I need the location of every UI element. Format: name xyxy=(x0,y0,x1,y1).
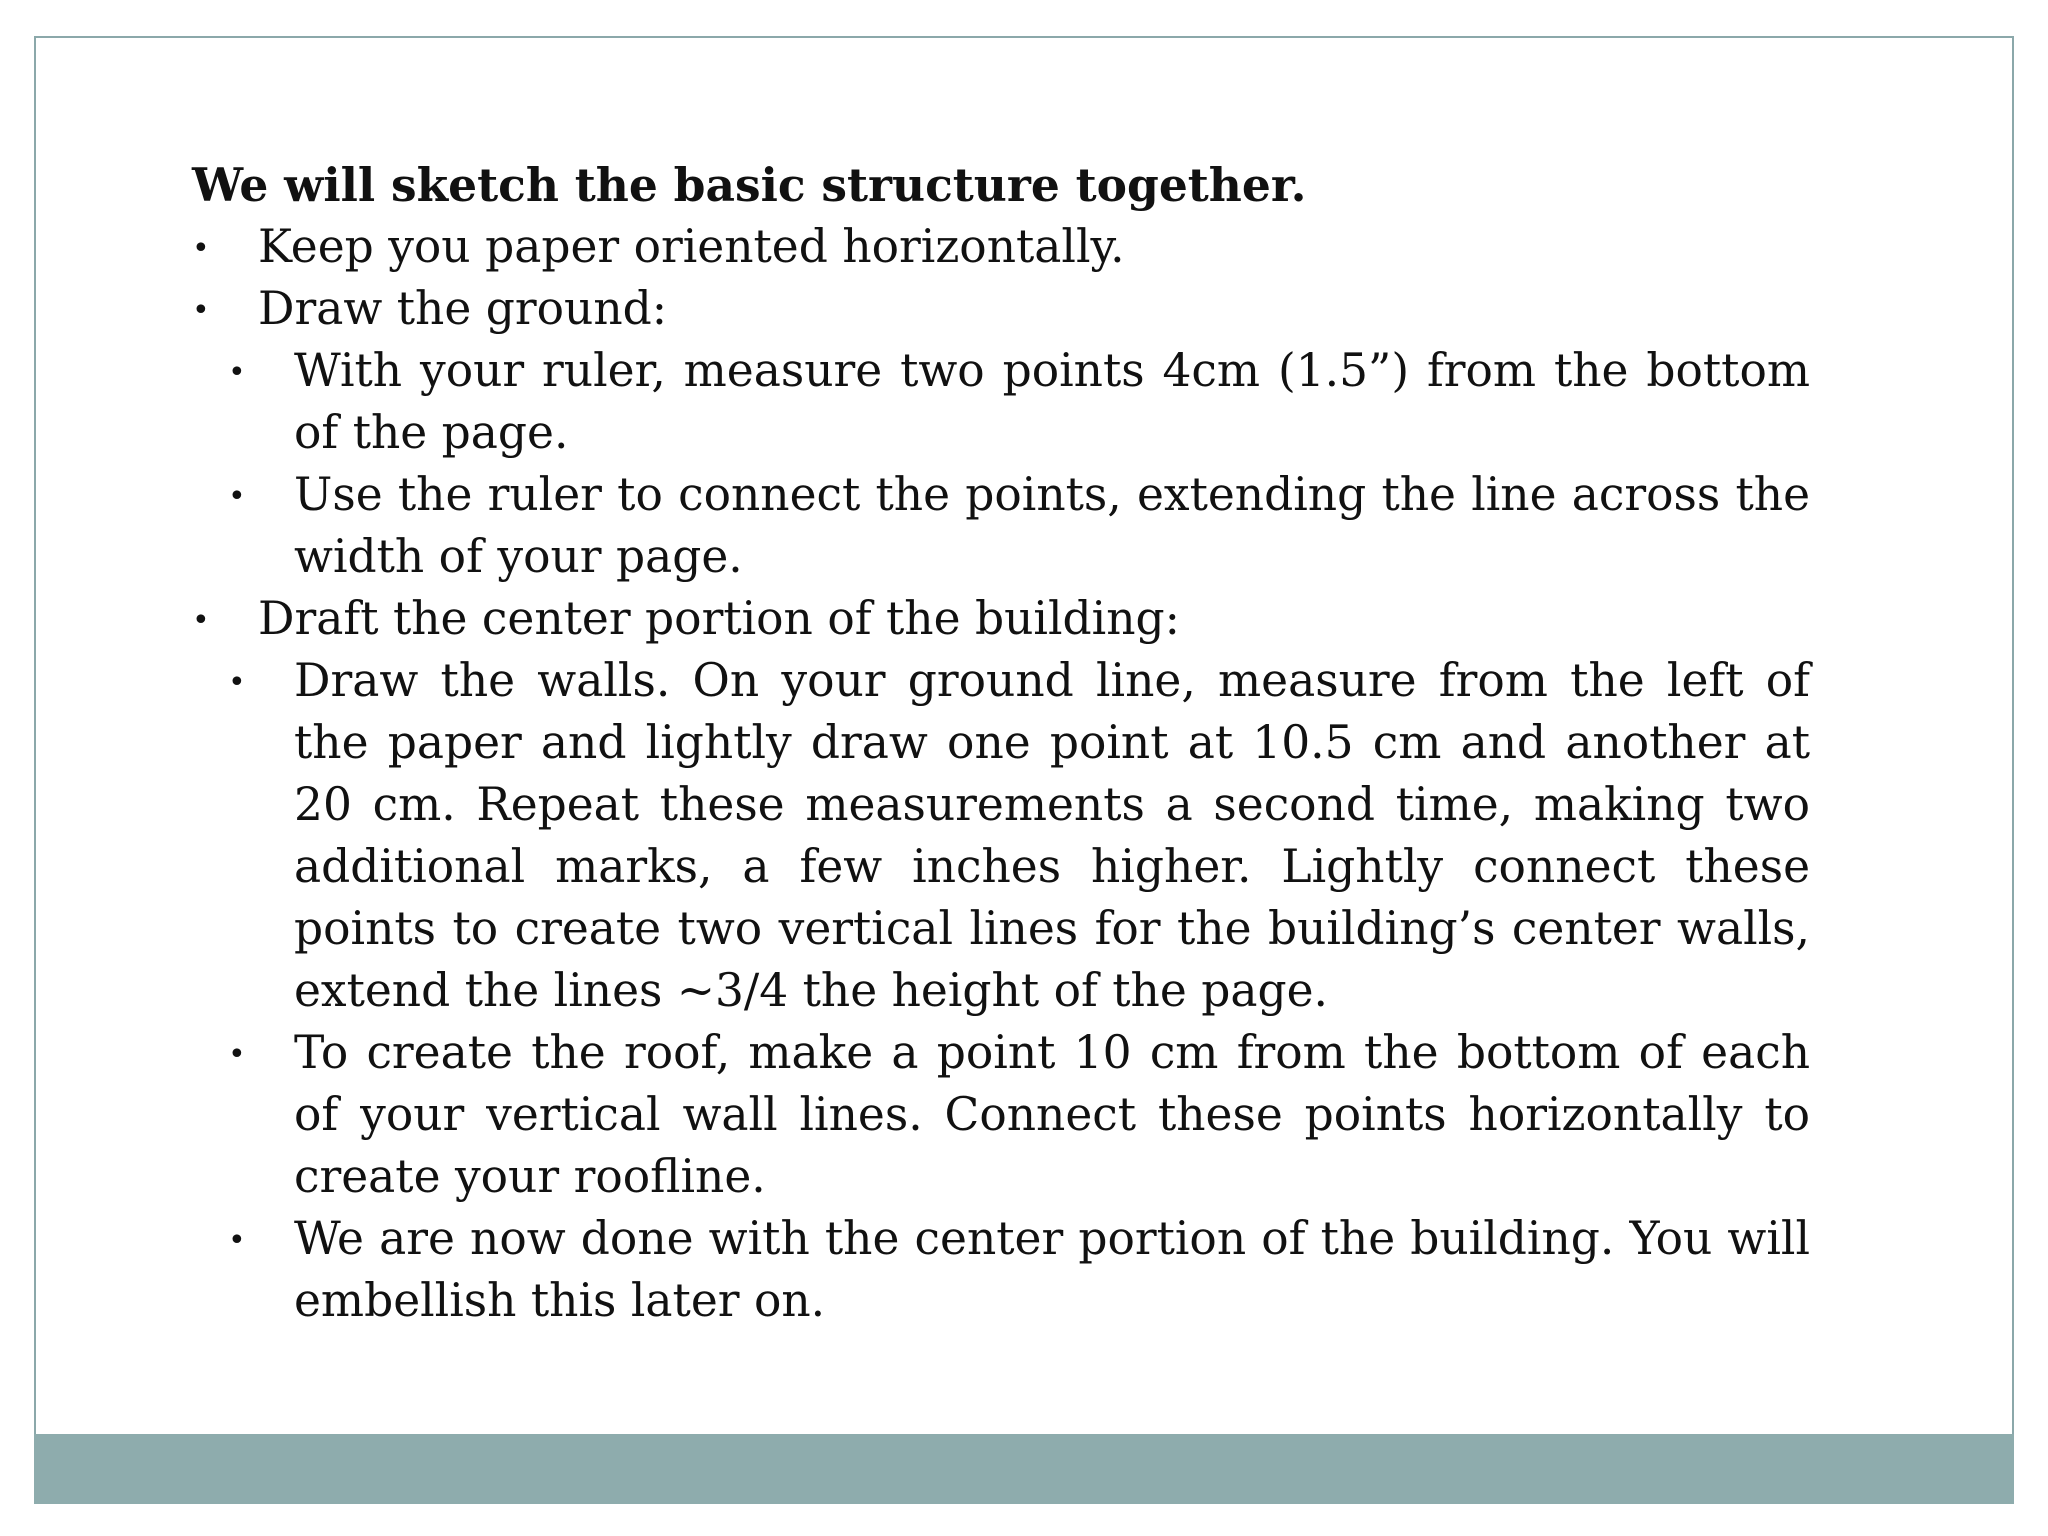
bullet-icon: • xyxy=(228,479,246,514)
list-item-draw-ground xyxy=(192,278,1810,340)
bullet-list-continued xyxy=(192,588,1810,650)
slide-heading: We will sketch the basic structure together. xyxy=(192,158,1307,212)
slide-content xyxy=(192,154,1810,1332)
sub-item-text: We are now done with the center portion of the building. You will embellish this later on. xyxy=(294,1212,1810,1327)
sub-item-create-roof xyxy=(228,1022,1810,1208)
sub-item-draw-walls xyxy=(228,650,1810,1022)
sub-item-text: Draw the walls. On your ground line, measure from the left of the paper and lightly draw one point at 10.5 cm and another at 20 cm. Repeat these measurements a second time, making two additional marks, a few inches higher. Lightly connect these points to create two vertical lines for the building’s center walls, extend the lines ~3/4 the height of the page. xyxy=(294,654,1810,1017)
bullet-icon: • xyxy=(228,1223,246,1258)
list-item-draft-center xyxy=(192,588,1810,650)
bullet-icon: • xyxy=(192,603,210,638)
sub-list-center xyxy=(228,650,1810,1332)
bullet-icon: • xyxy=(192,231,210,266)
bullet-icon: • xyxy=(228,1037,246,1072)
sub-item-text: Use the ruler to connect the points, extending the line across the width of your page. xyxy=(294,468,1810,583)
bullet-icon: • xyxy=(192,293,210,328)
sub-item-text: To create the roof, make a point 10 cm from the bottom of each of your vertical wall lines. Connect these points horizontally to create your roofline. xyxy=(294,1026,1810,1203)
footer-band xyxy=(34,1434,2014,1504)
list-item-text: Keep you paper oriented horizontally. xyxy=(258,220,1125,273)
sub-item-text: With your ruler, measure two points 4cm (1.5”) from the bottom of the page. xyxy=(294,344,1810,459)
sub-item-connect-points xyxy=(228,464,1810,588)
sub-item-done-center xyxy=(228,1208,1810,1332)
list-item-text: Draft the center portion of the building: xyxy=(258,592,1180,645)
bullet-icon: • xyxy=(228,665,246,700)
bullet-icon: • xyxy=(228,355,246,390)
sub-list-ground xyxy=(228,340,1810,588)
sub-item-measure-points xyxy=(228,340,1810,464)
bullet-list xyxy=(192,216,1810,340)
list-item-text: Draw the ground: xyxy=(258,282,668,335)
list-item-keep-paper xyxy=(192,216,1810,278)
